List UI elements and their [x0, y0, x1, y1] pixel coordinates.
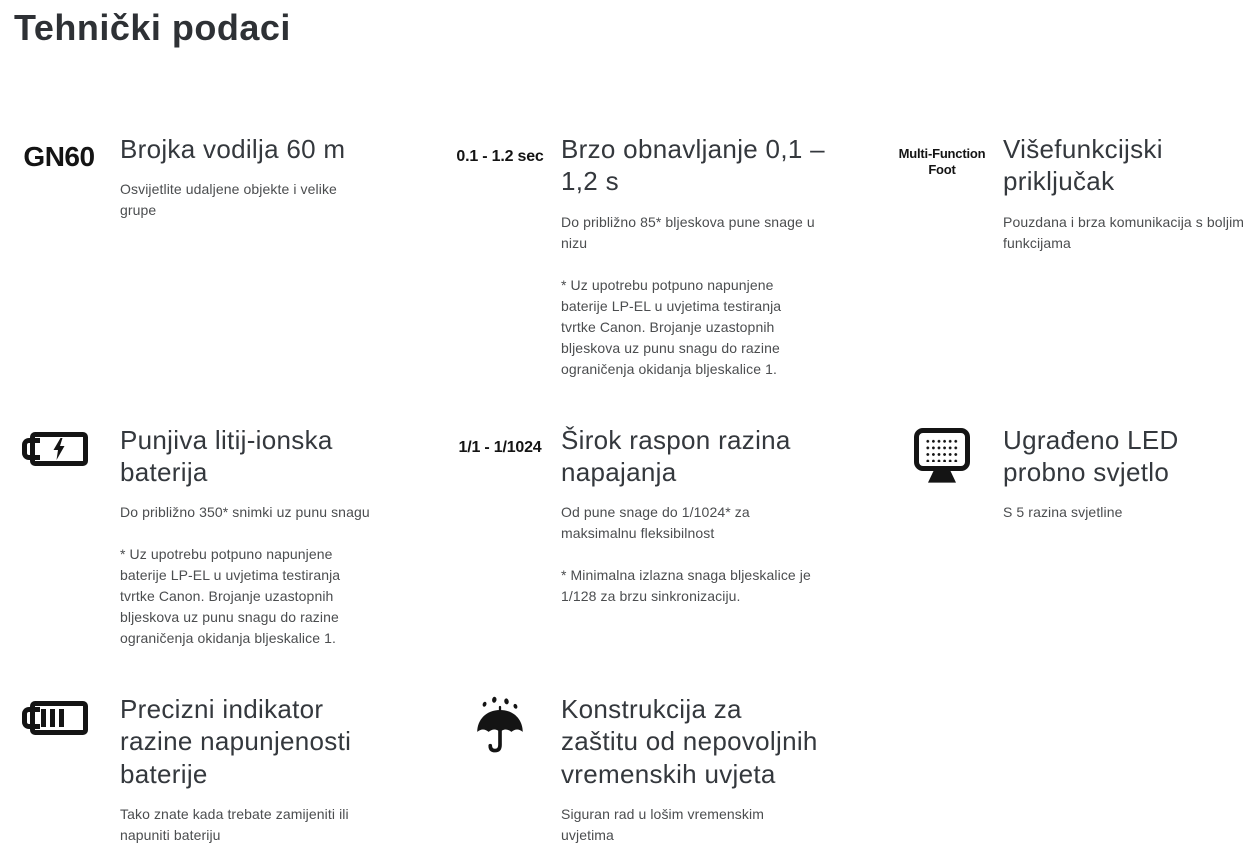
feature-multi-function-foot	[897, 133, 1251, 379]
feature-title: Širok raspon razina napajanja	[561, 424, 791, 487]
umbrella-rain-icon	[455, 693, 545, 759]
feature-led-light	[897, 424, 1251, 649]
led-panel-icon	[897, 424, 987, 483]
led-screen	[914, 428, 970, 471]
multi-function-foot-badge-text: Multi-Function Foot	[898, 146, 986, 177]
led-stand	[928, 470, 956, 483]
multi-function-foot-badge-icon	[897, 133, 987, 177]
lightning-bolt-icon	[53, 438, 66, 460]
feature-description: Tako znate kada trebate zamijeniti ili napuniti bateriju	[120, 805, 349, 843]
feature-rechargeable-battery	[14, 424, 455, 649]
feature-description: Pouzdana i brza komunikacija s boljim funkcijama	[1003, 213, 1245, 251]
feature-text-block	[1003, 424, 1238, 523]
power-range-badge-icon	[455, 424, 545, 457]
battery-outline	[30, 432, 88, 466]
feature-description: S 5 razina svjetline	[1003, 504, 1123, 521]
feature-text-block	[120, 693, 382, 846]
feature-title: Višefunkcijski priključak	[1003, 134, 1163, 197]
feature-text-block	[120, 424, 405, 649]
feature-footnote: * Minimalna izlazna snaga bljeskalice je 1/128 za brzu sinkronizaciju.	[561, 567, 811, 605]
feature-weather-sealing	[455, 693, 897, 846]
feature-description: Od pune snage do 1/1024* za maksimalnu fleksibilnost	[561, 504, 750, 542]
feature-title: Brzo obnavljanje 0,1 – 1,2 s	[561, 134, 825, 197]
feature-text-block	[561, 693, 823, 846]
led-dots	[924, 437, 960, 462]
led-panel-shape	[914, 428, 970, 483]
recycle-time-badge-text: 0.1 - 1.2 sec	[456, 148, 544, 166]
feature-text-block	[561, 424, 839, 607]
battery-level-icon	[14, 693, 104, 735]
feature-footnote: * Uz upotrebu potpuno napunjene baterije LP-EL u uvjetima testiranja tvrtke Canon. Brojanje uzastopnih bljeskova uz punu snagu do razine ograničenja okidanja bljeskalice 1.	[561, 276, 782, 377]
feature-title: Konstrukcija za zaštitu od nepovoljnih vremenskih uvjeta	[561, 694, 818, 789]
battery-charge-icon	[14, 424, 104, 466]
feature-guide-number	[14, 133, 455, 379]
power-range-badge-text: 1/1 - 1/1024	[458, 438, 542, 456]
feature-footnote: * Uz upotrebu potpuno napunjene baterije LP-EL u uvjetima testiranja tvrtke Canon. Brojanje uzastopnih bljeskova uz punu snagu do razine ograničenja okidanja bljeskalice 1.	[120, 546, 341, 647]
battery-outline	[30, 701, 88, 735]
umbrella-rain-glyph	[474, 695, 526, 759]
gn60-badge-text: GN60	[23, 141, 95, 173]
feature-description: Do približno 85* bljeskova pune snage u nizu	[561, 213, 815, 251]
recycle-time-badge-icon	[455, 133, 545, 166]
feature-text-block	[120, 133, 370, 221]
feature-text-block	[1003, 133, 1251, 253]
feature-title: Brojka vodilja 60 m	[120, 134, 346, 165]
gn60-badge-icon	[14, 133, 104, 173]
feature-description: Do približno 350* snimki uz punu snagu	[120, 504, 370, 521]
page-title: Tehnički podaci	[14, 7, 291, 48]
features-grid	[14, 133, 1251, 846]
feature-power-range	[455, 424, 897, 649]
feature-battery-indicator	[14, 693, 455, 846]
feature-title: Precizni indikator razine napunjenosti baterije	[120, 694, 352, 789]
feature-title: Punjiva litij-ionska baterija	[120, 424, 333, 487]
feature-text-block	[561, 133, 839, 379]
feature-description: Siguran rad u lošim vremenskim uvjetima	[561, 805, 764, 843]
battery-level-bars	[41, 709, 64, 727]
feature-recycle-time	[455, 133, 897, 379]
feature-description: Osvijetlite udaljene objekte i velike grupe	[120, 181, 337, 219]
feature-title: Ugrađeno LED probno svjetlo	[1003, 424, 1179, 487]
